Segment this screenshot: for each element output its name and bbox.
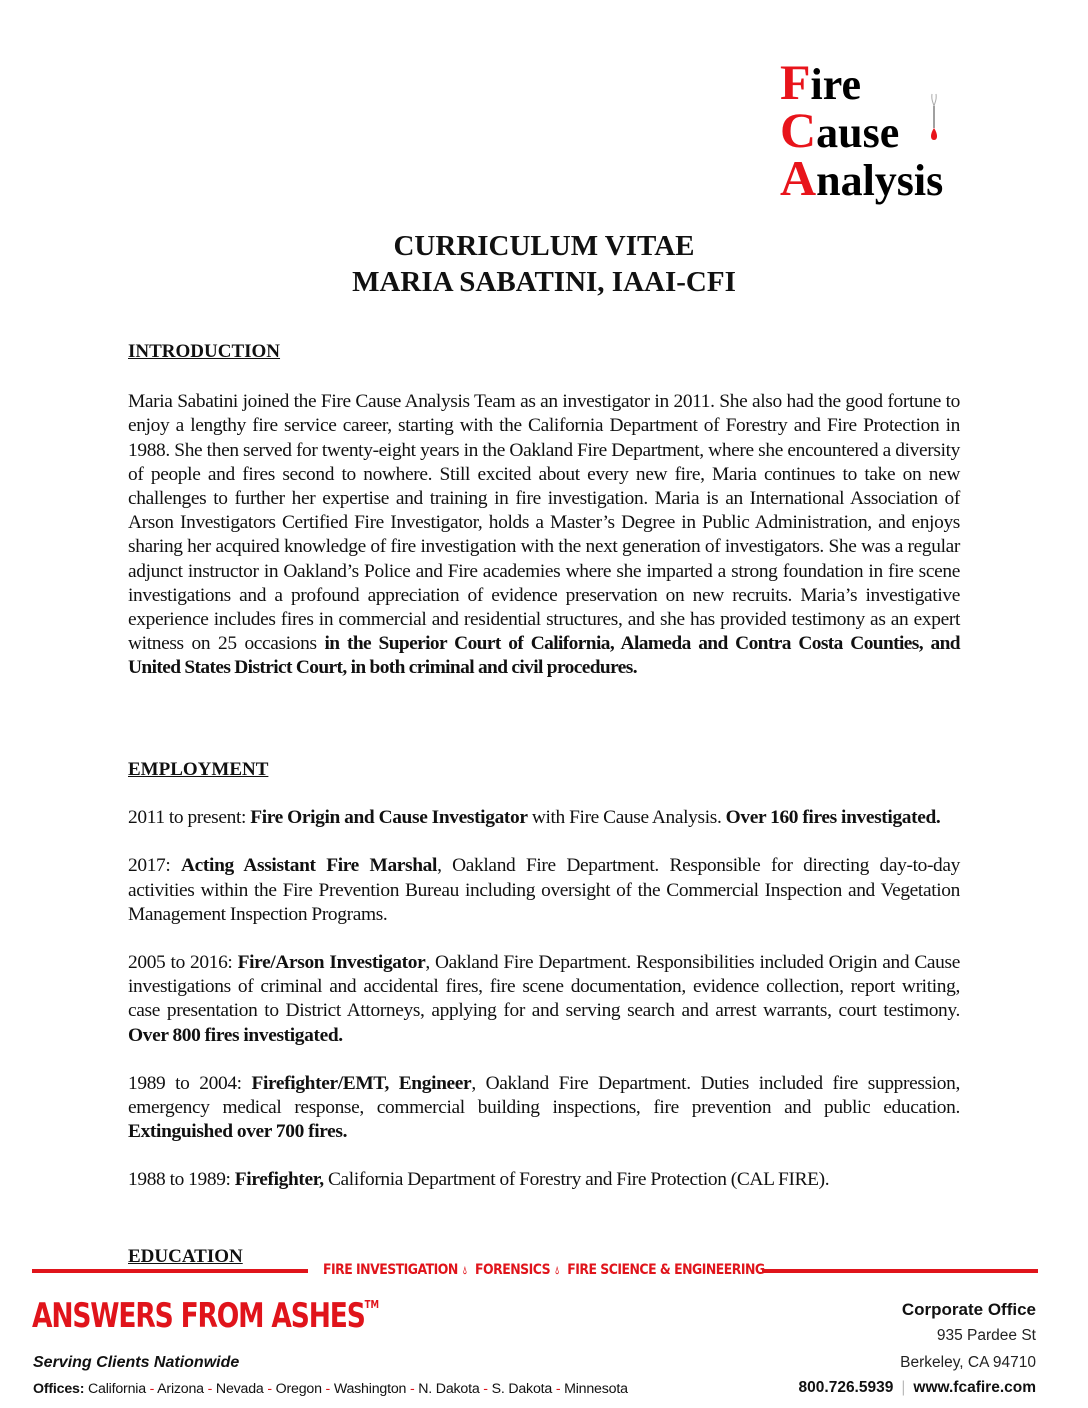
employment-heading: EMPLOYMENT xyxy=(128,759,269,780)
divider: | xyxy=(901,1379,906,1396)
offices-label: Offices: xyxy=(33,1381,85,1397)
corporate-office-title: Corporate Office xyxy=(901,1300,1036,1319)
flame-drop-icon: 💧︎ xyxy=(462,1264,467,1277)
introduction-section xyxy=(128,340,960,681)
employment-entry: 2011 to present: Fire Origin and Cause Investigator with Fire Cause Analysis. Over 160 fires investigated. xyxy=(128,807,941,829)
address-city: Berkeley, CA 94710 xyxy=(900,1354,1036,1371)
office-item: Nevada xyxy=(215,1381,264,1397)
employment-entry: 2005 to 2016: Fire/Arson Investigator, Oakland Fire Department. Responsibilities included Origin and Cause investigations of criminal and accidental fires, fire scene documentation, evidence collection, report writing, case presentation to District Attorneys, applying for and serving search and arrest warrants, court testimony. Over 800 fires investigated. xyxy=(128,952,960,1046)
introduction-paragraph-tail: in the Superior Court of California, Alameda and Contra Costa Counties, and United States District Court, in both criminal and civil procedures. xyxy=(128,633,960,679)
employment-entry: 1988 to 1989: Firefighter, California Department of Forestry and Fire Protection (CAL FIRE). xyxy=(128,1169,830,1191)
contact-line xyxy=(799,1376,1036,1400)
education-heading: EDUCATION xyxy=(128,1246,243,1267)
office-item: Arizona xyxy=(157,1381,204,1397)
phone-number[interactable]: 800.726.5939 xyxy=(798,1379,894,1396)
logo-line-cause: Cause xyxy=(780,102,900,158)
office-item: California xyxy=(87,1381,146,1397)
match-flame-icon xyxy=(926,92,942,142)
footer-divider-right xyxy=(762,1269,1038,1273)
office-item: Washington xyxy=(333,1381,407,1397)
employment-entry: 2017: Acting Assistant Fire Marshal, Oakland Fire Department. Responsible for directing day-to-day activities within the Fire Prevention Bureau including oversight of the Commercial Inspection and Vegetation Management Inspection Programs. xyxy=(128,855,961,925)
offices-list: Offices: California - Arizona - Nevada - Oregon - Washington - N. Dakota - S. Dakota - Minnesota xyxy=(33,1381,628,1397)
office-item: N. Dakota xyxy=(418,1381,480,1397)
introduction-paragraph: Maria Sabatini joined the Fire Cause Analysis Team as an investigator in 2011. She also had the good fortune to enjoy a lengthy fire service career, starting with the California Department of Forestry and Fire Protection in 1988. She then served for twenty-eight years in the Oakland Fire Department, where she encountered a diversity of people and fires second to nowhere. Still excited about every new fire, Maria continues to take on new challenges to further her expertise and training in fire investigation. Maria is an International Association of Arson Investigators Certified Fire Investigator, holds a Master’s Degree in Public Administration, and enjoys sharing her acquired knowledge of fire investigation with the next generation of investigators. She was a regular adjunct instructor in Oakland’s Police and Fire academies where she imparted a strong foundation in fire scene investigations and a profound appreciation of evidence preservation on new recruits. Maria’s investigative experience includes fires in commercial and residential structures, and she has provided testimony as an expert witness on 25 occasions in the Superior Court of California, Alameda and Contra Costa Counties, and United States District Court, in both criminal and civil procedures. xyxy=(128,391,960,679)
office-item: Oregon xyxy=(275,1381,322,1397)
title-line-1: CURRICULUM VITAE xyxy=(393,230,695,262)
office-item: S. Dakota xyxy=(491,1381,553,1397)
trademark-mark: TM xyxy=(364,1298,380,1311)
company-logo xyxy=(780,54,980,210)
office-item: Minnesota xyxy=(564,1381,628,1397)
footer-divider-left xyxy=(32,1269,308,1273)
footer-tagline: FIRE INVESTIGATION 💧︎ FORENSICS 💧︎ FIRE SCIENCE & ENGINEERING xyxy=(323,1262,765,1278)
employment-entry: 1989 to 2004: Firefighter/EMT, Engineer, Oakland Fire Department. Duties included fire suppression, emergency medical response, commercial building inspections, fire prevention and public education. Extinguished over 700 fires. xyxy=(128,1072,960,1143)
logo-line-fire: Fire xyxy=(780,54,862,110)
introduction-heading: INTRODUCTION xyxy=(128,341,281,362)
address-street: 935 Pardee St xyxy=(936,1327,1036,1344)
flame-drop-icon: 💧︎ xyxy=(555,1264,559,1277)
title-line-2: MARIA SABATINI, IAAI-CFI xyxy=(352,266,736,298)
serving-statement: Serving Clients Nationwide xyxy=(33,1354,240,1371)
brand-slogan: ANSWERS FROM ASHES™ xyxy=(32,1296,380,1336)
document-title xyxy=(0,228,1088,300)
corporate-office-block xyxy=(799,1298,1036,1400)
logo-line-analysis: Analysis xyxy=(780,150,944,206)
employment-section xyxy=(128,758,960,1193)
website-link[interactable]: www.fcafire.com xyxy=(913,1379,1036,1396)
